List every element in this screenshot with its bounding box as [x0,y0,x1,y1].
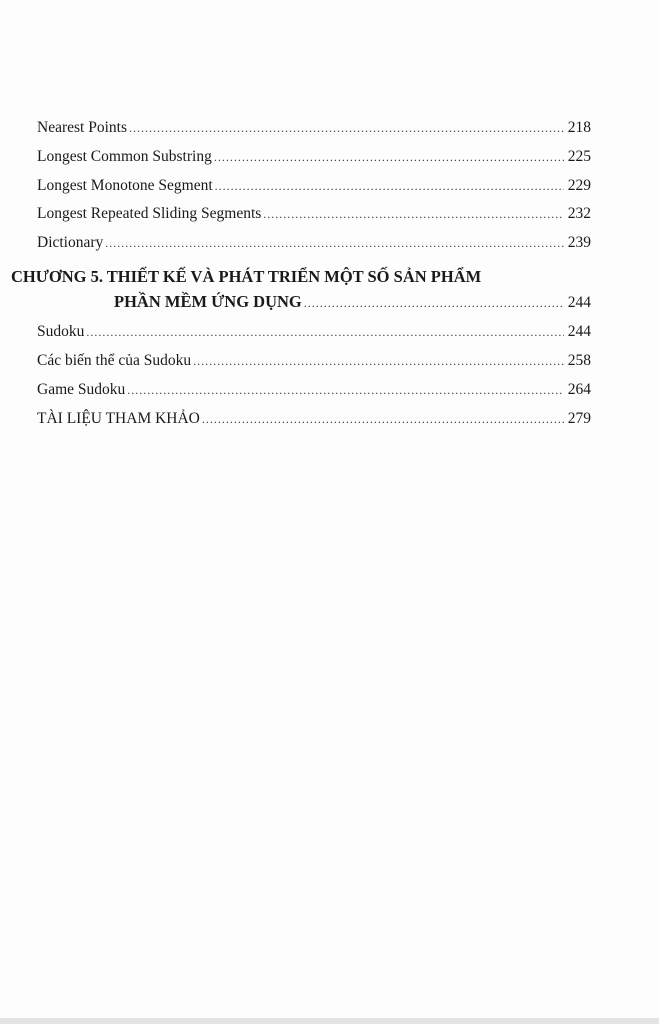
leader-dots [214,147,564,167]
leader-dots [129,118,564,138]
leader-dots [193,351,564,371]
leader-dots [304,293,564,313]
toc-entry-label: Các biến thể của Sudoku [37,352,192,369]
toc-entry-page: 239 [567,234,591,251]
leader-dots [263,204,563,224]
toc-entry-longest-repeated-sliding-segments[interactable] [37,204,591,224]
toc-entry-label: Dictionary [37,234,104,251]
toc-entry-label: Longest Monotone Segment [37,177,213,194]
toc-entry-chapter-5[interactable] [114,292,591,313]
toc-entry-label: Game Sudoku [37,381,126,398]
toc-entry-label: Longest Repeated Sliding Segments [37,205,262,222]
toc-entry-sudoku[interactable] [37,322,591,342]
chapter-heading: CHƯƠNG 5. THIẾT KẾ VÀ PHÁT TRIỂN MỘT SỐ SẢN PHẨM [11,267,482,286]
toc-entry-label: Longest Common Substring [37,148,212,165]
toc-entry-nearest-points[interactable] [37,118,591,138]
leader-dots [105,233,563,253]
toc-entry-page: 225 [567,148,591,165]
chapter-heading-line2: PHẦN MỀM ỨNG DỤNG [114,292,302,311]
toc-entry-page: 218 [567,119,591,136]
leader-dots [127,380,563,400]
toc-entry-page: 264 [567,381,591,398]
toc-entry-dictionary[interactable] [37,233,591,253]
page-bottom-edge [0,1018,659,1024]
toc-entry-page: 229 [567,177,591,194]
toc-entry-page: 279 [567,410,591,427]
leader-dots [215,176,564,196]
toc-entry-page: 232 [567,205,591,222]
leader-dots [202,409,564,429]
toc-entry-longest-common-substring[interactable] [37,147,591,167]
toc-entry-page: 244 [567,323,591,340]
toc-entry-page: 244 [567,294,591,311]
toc-entry-longest-monotone-segment[interactable] [37,176,591,196]
toc-entry-references[interactable] [37,409,591,429]
toc-entry-game-sudoku[interactable] [37,380,591,400]
toc-entry-label: Sudoku [37,323,85,340]
toc-entry-label: Nearest Points [37,119,127,136]
leader-dots [86,322,563,342]
toc-entry-sudoku-variants[interactable] [37,351,591,371]
toc-entry-page: 258 [567,352,591,369]
toc-entry-label: TÀI LIỆU THAM KHẢO [37,410,200,427]
